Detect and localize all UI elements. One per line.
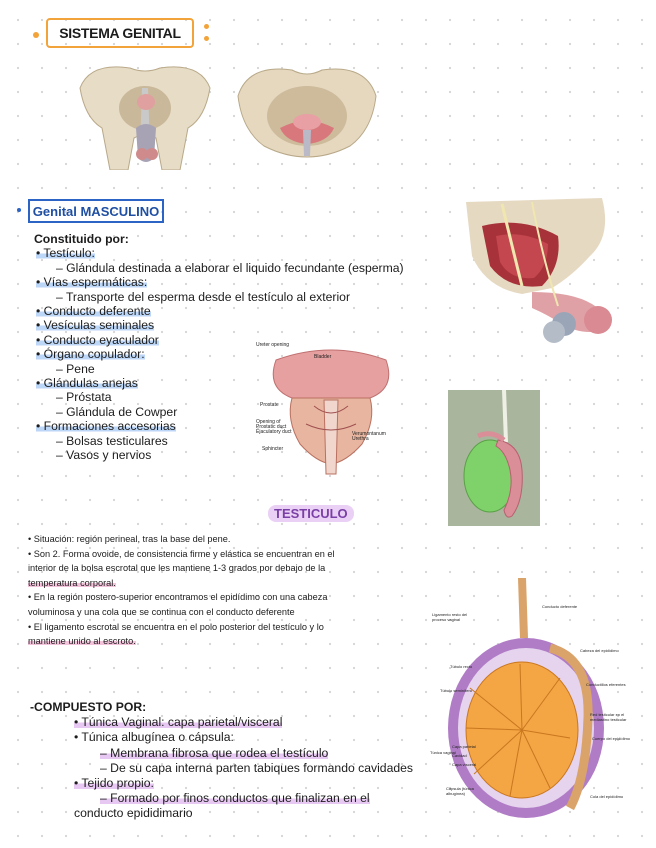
paragraph-line: voluminosa y una cola que se continua con el conducto deferente <box>28 606 295 617</box>
list-item: – Formado por finos conductos que finalizan en el <box>100 791 370 806</box>
paragraph-line: interior de la bolsa escrotal que les mantiene 1-3 grados por debajo de la <box>28 563 326 574</box>
anatomy-label: Cápsula (túnica albugínea) <box>446 786 474 796</box>
list-item: • Glándulas anejas <box>36 376 138 391</box>
list-item: – Glándula de Cowper <box>56 404 178 419</box>
list-item: • Vesículas seminales <box>36 318 155 333</box>
list-heading: Constituido por: <box>34 232 129 246</box>
list-item: • Vías espermáticas: <box>36 275 148 290</box>
list-item: • Túnica Vaginal: capa parietal/visceral <box>74 715 283 730</box>
list-item: – Transporte del esperma desde el testículo al exterior <box>56 289 351 304</box>
list-item: – Membrana fibrosa que rodea el testículo <box>100 745 329 760</box>
paragraph-line: temperatura corporal. <box>28 577 116 588</box>
anatomy-label: Cuerpo del epidídimo <box>592 736 631 741</box>
section-title: Genital MASCULINO <box>28 199 164 223</box>
list-heading: -COMPUESTO POR: <box>30 700 147 714</box>
testis-cross-section <box>430 578 636 830</box>
compuesto-list <box>30 700 413 822</box>
page-title: SISTEMA GENITAL <box>46 18 194 48</box>
female-pelvis-illustration <box>232 58 382 170</box>
paragraph-line: • Situación: región perineal, tras la base del pene. <box>28 534 231 544</box>
prostate-cross-section <box>256 340 406 480</box>
anatomy-label: Ligamento resto del proceso vaginal <box>432 612 468 622</box>
anatomy-label: Cabeza del epidídimo <box>580 648 619 653</box>
list-item: • Conducto eyaculador <box>36 332 159 347</box>
list-item: – Vasos y nervios <box>56 448 152 463</box>
anatomy-label: Túnica vaginal <box>430 750 456 755</box>
testiculo-paragraph <box>28 532 335 649</box>
list-item: • Testículo: <box>36 246 95 261</box>
list-item: • Túnica albugínea o cápsula: <box>74 730 234 745</box>
anatomy-label: Capa parietal Cavidad Capa visceral <box>452 744 477 767</box>
section-heading-testiculo: TESTICULO <box>268 505 354 522</box>
list-item: • Formaciones accesorias <box>36 419 176 434</box>
anatomy-label: Verumontanum Urethra <box>352 431 386 442</box>
bullet-dot-icon <box>33 32 39 38</box>
anatomy-label: Cola del epidídimo <box>590 794 624 799</box>
list-item: – Glándula destinada a elaborar el liquido fecundante (esperma) <box>56 260 404 275</box>
anatomy-label: Sphincter <box>262 446 284 452</box>
list-item: – Bolsas testiculares <box>56 433 168 448</box>
bullet-dot-icon <box>17 208 21 212</box>
list-item: • Tejido propio: <box>74 776 154 791</box>
male-pelvis-illustration <box>70 58 220 170</box>
list-item: conducto epididimario <box>74 806 193 821</box>
paragraph-line: • En la región postero-superior encontramos el epidídimo con una cabeza <box>28 592 328 603</box>
bullet-dot-icon <box>204 36 209 41</box>
paragraph-line: • El ligamento escrotal se encuentra en el polo posterior del testículo y lo <box>28 621 324 632</box>
male-reproductive-illustration <box>462 196 622 352</box>
list-item: • Órgano copulador: <box>36 347 145 362</box>
list-item: – Próstata <box>56 390 112 405</box>
paragraph-line: • Son 2. Forma ovoide, de consistencia firme y elástica se encuentran en el <box>28 548 335 559</box>
anatomy-label: Conducto deferente <box>542 604 578 609</box>
anatomy-label: Túbulo recto <box>450 664 473 669</box>
anatomy-label: Prostate <box>260 402 279 408</box>
anatomy-label: Bladder <box>314 354 332 360</box>
anatomy-label: Opening of Prostatic duct Ejaculatory duct <box>256 419 292 435</box>
paragraph-line: mantiene unido al escroto. <box>28 636 136 647</box>
bullet-dot-icon <box>204 24 209 29</box>
anatomy-label: Ureter opening <box>256 342 290 348</box>
anatomy-label: Red testicular en el mediastino testicular <box>590 712 627 722</box>
anatomy-label: Túbulo seminífero <box>440 688 473 693</box>
list-item: – Pene <box>56 361 95 376</box>
testicle-illustration <box>448 390 540 526</box>
list-item: – De su capa interna parten tabiques formando cavidades <box>100 760 414 775</box>
list-item: • Conducto deferente <box>36 304 151 319</box>
anatomy-label: Conductillos eferentes <box>586 682 626 687</box>
